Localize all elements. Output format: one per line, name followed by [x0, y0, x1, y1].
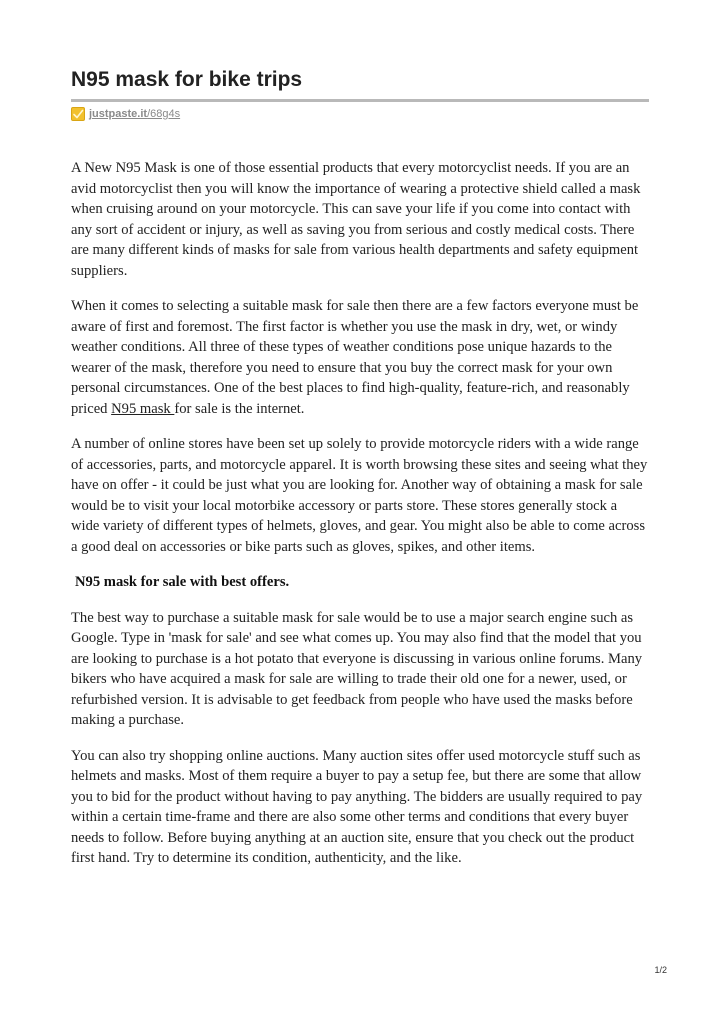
paragraph-4: The best way to purchase a suitable mask for sale would be to use a major search engine such as Google. Type in 'mask for sale' and see what comes up. You may also find that the model that you are looking to purchase is a hot potato that everyone is discussing in various online forums. Many bikers who have acquired a mask for sale are willing to trade their old one for a newer, used, or refurbished version. It is advisable to get feedback from people who have used the masks before making a purchase. — [71, 609, 643, 728]
justpaste-logo-icon — [71, 107, 85, 121]
paragraph-5: You can also try shopping online auctions. Many auction sites offer used motorcycle stuff such as helmets and masks. Most of them require a buyer to pay a setup fee, but there are some that allow you to bid for the product without having to pay anything. The bidders are usually required to pay within a certain time-frame and there are also some other terms and conditions that every buyer needs to follow. Before buying anything at an auction site, ensure that you check out the product first hand. Try to determine its condition, authenticity, and the like. — [71, 747, 643, 866]
document-title: N95 mask for bike trips — [71, 68, 303, 91]
paragraph-2-text-before-link: When it comes to selecting a suitable mask for sale then there are a few factors everyone must be aware of first and foremost. The first factor is whether you use the mask in dry, wet, or windy weather conditions. All three of these types of weather conditions pose unique hazards to the wearer of the mask, therefore you need to ensure that you buy the correct mask for your own personal circumstances. One of the best places to find high-quality, feature-rich, and reasonably priced — [71, 298, 639, 417]
title-divider — [71, 99, 649, 102]
source-domain[interactable]: justpaste.it — [89, 108, 148, 120]
article-body — [71, 158, 649, 884]
paragraph-3: A number of online stores have been set up solely to provide motorcycle riders with a wide range of accessories, parts, and motorcycle apparel. It is worth browsing these sites and seeing what they have on offer - it could be just what you are looking for. Another way of obtaining a mask for sale would be to visit your local motorbike accessory or parts store. These stores generally stock a wide variety of different types of helmets, gloves, and gear. You might also be able to come across a good deal on accessories or bike parts such as gloves, spikes, and other items. — [71, 436, 648, 555]
n95-mask-link[interactable]: N95 mask — [111, 400, 175, 417]
paragraph-2 — [71, 296, 649, 419]
paragraph-2-text-after-link: for sale is the internet. — [174, 400, 305, 417]
source-link[interactable] — [71, 106, 180, 122]
paragraph-1: A New N95 Mask is one of those essential products that every motorcyclist needs. If you are an avid motorcyclist then you will know the importance of wearing a protective shield called a mask when cruising around on your motorcycle. This can save your life if you come into contact with any sort of accident or injury, as well as saving you from serious and costly medical costs. There are many different kinds of masks for sale from various health departments and safety equipment suppliers. — [71, 160, 641, 279]
source-path[interactable]: /68g4s — [147, 108, 181, 120]
page-number: 1/2 — [654, 965, 667, 975]
section-subheading: N95 mask for sale with best offers. — [75, 574, 290, 590]
